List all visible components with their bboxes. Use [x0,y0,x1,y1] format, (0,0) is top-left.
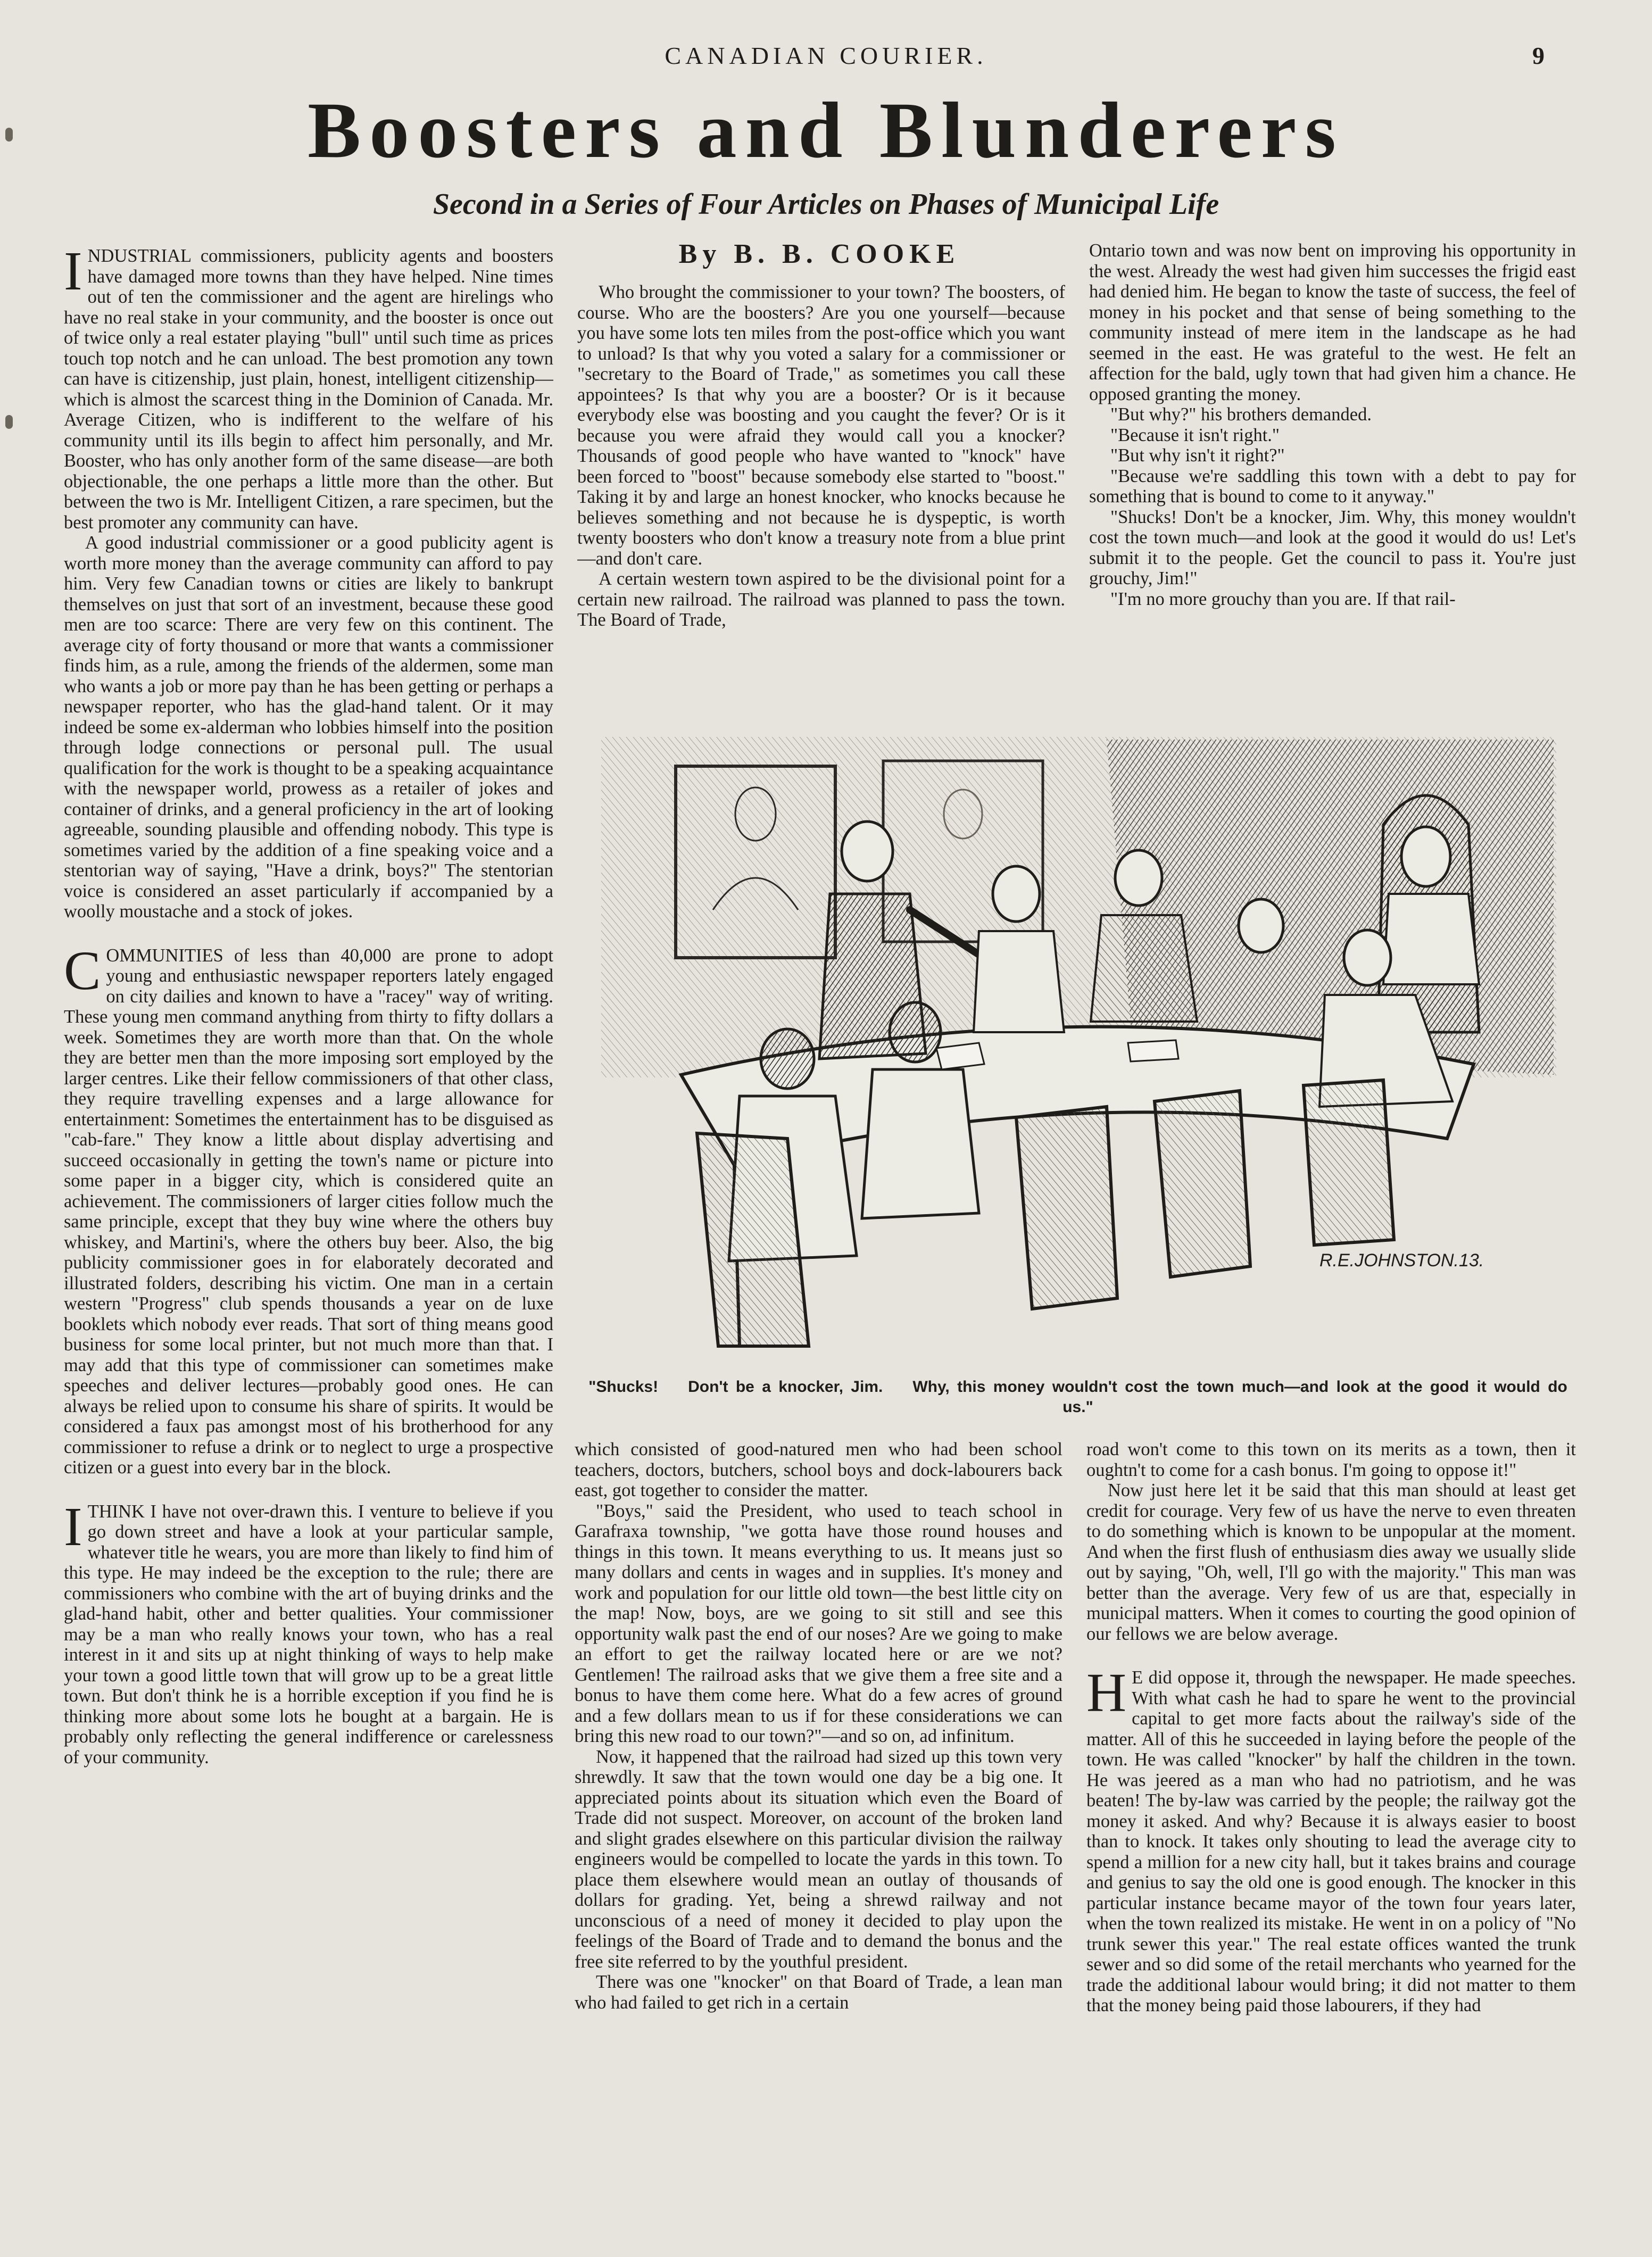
paragraph: "Shucks! Don't be a knocker, Jim. Why, this money wouldn't cost the town much—and look at the good it would do us! Let's submit it to the people. Get the council to pass it. You're just grouchy, Jim!" [1089,507,1576,588]
chair [1016,1107,1117,1309]
illustration-caption: "Shucks! Don't be a knocker, Jim. Why, this money wouldn't cost the town much—and look at the good it would do us." [588,1378,1567,1416]
paragraph: road won't come to this town on its merits as a town, then it oughtn't to come for a cash bonus. I'm going to oppose it!" [1086,1439,1576,1480]
paragraph: INDUSTRIAL commissioners, publicity agents and boosters have damaged more towns than they have helped. Nine times out of ten the commissioner and the agent are hirelings who have no real stake in your community, and the booster is once out of twice only a real estater playing "bull" until such time as prices touch top notch and he can unload. The best promotion any town can have is citizenship, just plain, honest, intelligent citizenship—which is almost the scarcest thing in the Dominion of Canada. Mr. Average Citizen, who is indifferent to the welfare of his community until its ills begin to affect him personally, and Mr. Booster, who has only another form of the same disease—are both objectionable, the one perhaps a little more than the other. But between the two is Mr. Intelligent Citizen, a rare specimen, but the best promoter any community can have. [64,246,553,533]
foreground-man-head [761,1029,814,1089]
seated-man-head [1115,850,1162,906]
article-subtitle: Second in a Series of Four Articles on Phases of Municipal Life [433,188,1219,221]
president-head [1401,827,1450,886]
paragraph: H E did oppose it, through the newspaper. He made speeches. With what cash he had to spare he went to the provincial capital to get more facts about the railway's side of the matter. All of this he succeeded in laying before the people of the town. He was called "knocker" by half the children in the town. He was jeered as a man who had no patriotism, and he was beaten! The by-law was carried by the people; the railway got the money it asked. And why? Because it is always easier to boost than to knock. It takes only shouting to lead the average city to spend a million for a new city hall, but it takes brains and courage and genius to say the old one is good enough. The knocker in this particular instance became mayor of the town four years later, when the town realized its mistake. He went in on a policy of "No trunk sewer this year." The real estate offices wanted the trunk sewer and so did some of the retail merchants who yearned for the trade the additional labour would bring; it did not matter to them that the money being paid those labourers, if they had [1086,1662,1576,2015]
column-right-bottom [1086,1439,1576,2205]
paragraph: "Because it isn't right." [1110,425,1280,445]
seated-man-head [1239,899,1283,952]
drop-cap: H [1086,1662,1127,1723]
column-middle-top [577,282,1065,702]
article-byline: By B. B. COOKE [678,239,960,269]
running-head: CANADIAN COURIER. [665,42,987,69]
drop-cap: I [64,246,82,302]
article-title: Boosters and Blunderers [308,86,1344,175]
standing-man-head [842,822,893,881]
paragraph: "Boys," said the President, who used to teach school in Garafraxa township, "we gotta have those round houses and things in this town. It means everything to us. It means just so many dollars and cents in wages and in supplies. It's money and work and population for our little old town—the best little city on the map! Now, boys, are we going to sit still and see this opportunity walk past the end of our noses? Are we going to make an effort to get the railway located here or are we not? Gentlemen! The railroad asks that we give them a free site and a bonus to have them come here. What do a few acres of ground and a few dollars mean to us if for these considerations we can bring this new road to our town?"—and so on, ad infinitum. [575,1500,1062,1746]
papers [1128,1040,1178,1061]
paragraph: "Because we're saddling this town with a debt to pay for something that is bound to come to it anyway." [1089,466,1576,507]
board-meeting-illustration [596,734,1562,1373]
column-right-top [1089,240,1576,701]
paragraph: "But why isn't it right?" [1110,445,1285,466]
papers [936,1043,984,1069]
drop-cap: C [64,940,101,1001]
paragraph: There was one "knocker" on that Board of Trade, a lean man who had failed to get rich in a certain [575,1972,1062,2013]
paragraph: ITHINK I have not over-drawn this. I venture to believe if you go down street and have a look at your particular sample, whatever title he wears, you are more than likely to find him of this type. He may indeed be the exception to the rule; there are commissioners who combine with the art of buying drinks and the glad-hand habit, other and better qualities. Your commissioner may be a man who really knows your town, who has a real interest in it and sits up at night thinking of ways to help make your town a good little town that will grow up to be a great little town. But don't think he is a horrible exception if you find he is thinking more about some lots he bought at a bargain. He is probably only reflecting the general indifference or carelessness of your community. [64,1496,553,1768]
paragraph: Now, it happened that the railroad had sized up this town very shrewdly. It saw that the town would one day be a big one. It appreciated points about its situation which even the Board of Trade did not suspect. Moreover, on account of the broken land and slight grades elsewhere on this particular division the railway engineers would be compelled to locate the yards in this town. To place them elsewhere would mean an outlay of thousands of dollars for grading. Yet, being a shrewd railway and not unconscious of a need of money it decided to play upon the feelings of the Board of Trade and to demand the bonus and the free site referred to by the youthful president. [575,1746,1062,1972]
chair [1155,1091,1250,1277]
paragraph: Now just here let it be said that this man should at least get credit for courage. Very few of us have the nerve to even threaten to do something which is known to be unpopular at the moment. And when the first flush of enthusiasm dies away we usually slide out by saying, "Oh, well, I'll go with the majority." This man was better than the average. Very few of us are that, especially in municipal matters. When it comes to courting the good opinion of our fellows we are below average. [1086,1480,1576,1644]
paragraph: "But why?" his brothers demanded. [1110,404,1372,425]
seated-man-head [1344,930,1391,985]
paragraph: A good industrial commissioner or a good publicity agent is worth more money than the average community can afford to pay him. Very few Canadian towns or cities are likely to bankrupt themselves on just that sort of an investment, because these good men are too scarce: There are very few on this continent. The average city of forty thousand or more that wants a commissioner finds him, as a rule, among the friends of the aldermen, some man who wants a job or more pay than he has been getting or perhaps a newspaper reporter, who has the glad-hand talent. Or it may indeed be some ex-alderman who lobbies himself into the position through lodge connections or personal pull. The usual qualification for the work is thought to be a speaking acquaintance with the newspaper world, prowess as a retailer of jokes and container of drinks, and a general proficiency in the art of looking agreeable, sounding plausible and offending nobody. This type is sometimes varied by the addition of a fine speaking voice and a stentorian way of saying, "Have a drink, boys?" The stentorian voice is considered an asset particularly if accompanied by a woolly moustache and a stock of jokes. [64,533,553,922]
paragraph: A certain western town aspired to be the divisional point for a certain new railroad. The railroad was planned to pass the town. The Board of Trade, [577,569,1065,630]
paragraph: Ontario town and was now bent on improving his opportunity in the west. Already the west had given him successes the frigid east had denied him. He began to know the taste of success, the feel of money in his pocket and that sense of being something to the community instead of mere item in the landscape as he had seemed in the east. He was grateful to the west. He felt an affection for the bald, ugly town that had given him a chance. He opposed granting the money. [1089,240,1576,404]
paragraph: "I'm no more grouchy than you are. If that rail- [1110,588,1456,609]
column-middle-bottom [575,1439,1062,2205]
paragraph: which consisted of good-natured men who had been school teachers, doctors, butchers, school boys and dock-labourers back east, got together to consider the matter. [575,1439,1062,1500]
drop-cap: I [64,1496,82,1557]
paragraph: COMMUNITIES of less than 40,000 are prone to adopt young and enthusiastic newspaper reporters lately engaged on city dailies and known to have a "racey" way of writing. These young men command anything from thirty to fifty dollars a week. Sometimes they are worth more than that. On the whole they are better men than the more imposing sort employed by the larger centres. Like their fellow commissioners of that other class, they require travelling expenses and a large allowance for entertainment: Sometimes the entertainment has to be disguised as "cab-fare." They know a little about display advertising and succeed occasionally in getting the town's name or picture into some paper in a bigger city, which is considered quite an achievement. The commissioners of larger cities follow much the same principle, except that they buy wine where the others buy whiskey, and Martini's, where the others buy beer. Also, the big publicity commissioner goes in for elaborately decorated and illustrated folders, describing his victim. One man in a certain western "Progress" club spends thousands a year on de luxe booklets which nobody ever reads. That sort of thing means good business for some local printer, but not much more than that. I may add that this type of commissioner can sometimes make speeches and deliver lectures—probably good ones. He can always be relied upon to consume his share of spirits. It would be considered a faux pas amongst most of his brotherhood for any commissioner to refuse a drink or to neglect to urge a prospective citizen or a guest into every bar in the block. [64,940,553,1478]
binding-mark [5,415,13,429]
chair [1304,1080,1394,1245]
page-number: 9 [1532,42,1545,69]
column-left [64,246,553,2202]
artist-signature: R.E.JOHNSTON.13. [1319,1250,1484,1271]
seated-man-head [993,866,1040,922]
paragraph: Who brought the commissioner to your town? The boosters, of course. Who are the boosters? Are you one yourself—because you have some lots ten miles from the post-office which you want to unload? Is that why you voted a salary for a commissioner or "secretary to the Board of Trade," as sometimes you call these appointees? Is that why you are a booster? Or is it because everybody else was boosting and you caught the fever? Or is it because you were afraid they would call you a knocker? Thousands of good people who have wanted to "knock" have been forced to "boost" because somebody else started to "boost." Taking it by and large an honest knocker, who knocks because he believes something and not because he is dyspeptic, is worth twenty boosters who don't know a treasury note from a blue print—and don't care. [577,282,1065,569]
foreground-man-head [890,1002,941,1062]
